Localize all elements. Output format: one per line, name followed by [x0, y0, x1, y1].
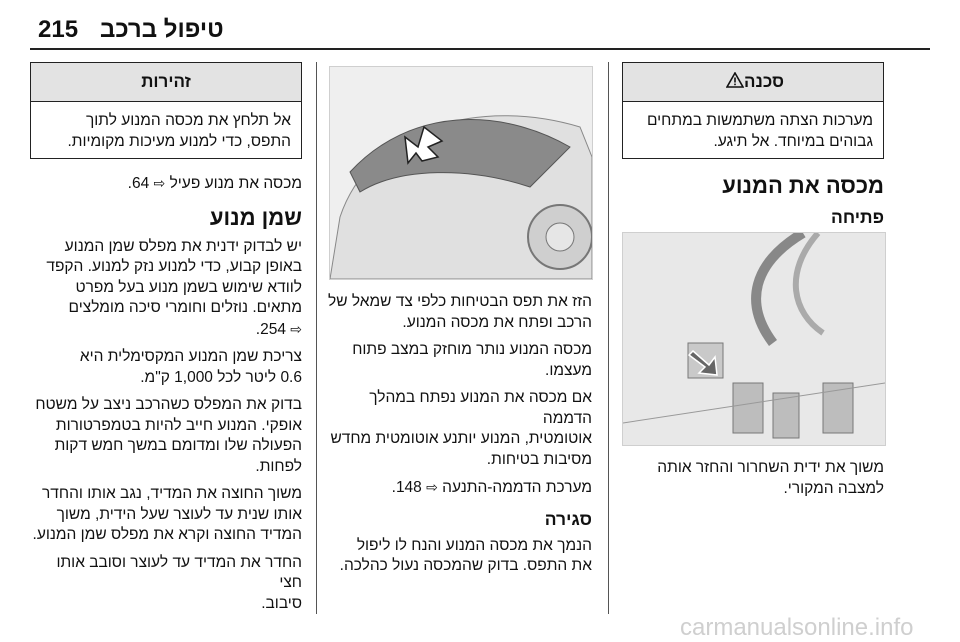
line: אם מכסה את המנוע נפתח במהלך הדממה	[369, 389, 592, 427]
line: הרכב ופתח את מכסה המנוע.	[402, 313, 592, 331]
line: החדר את המדיד עד לעוצר וסובב אותו חצי	[56, 553, 302, 591]
line: בדוק את המפלס כשהרכב ניצב על משטח	[35, 396, 302, 413]
middle-column	[322, 292, 592, 584]
paragraph: יש לבדוק ידנית את מפלס שמן המנוע באופן קבוע, כדי למנוע נזק למנוע. הקפד לוודא שימוש בשמן מנוע בעל מפרט מתאים. נוזלים וחומרי סיכה מומלצים ⇨ 254.	[46, 237, 302, 338]
caution-box-header: זהירות	[31, 63, 301, 102]
cross-reference[interactable]: מערכת הדממה-התנעה ⇨ 148.	[391, 479, 592, 496]
line: סיבוב.	[261, 594, 302, 612]
line: הנמך את מכסה המנוע והנח לו ליפול	[356, 536, 592, 554]
paragraph	[322, 340, 592, 381]
warning-triangle-icon	[726, 72, 744, 93]
line: מסיבות בטיחות.	[486, 450, 592, 468]
paragraph	[30, 484, 302, 546]
reference-text: מכסה את מנוע פעיל	[169, 175, 302, 192]
line: יש לבדוק ידנית את מפלס שמן המנוע	[64, 237, 302, 255]
paragraph	[30, 395, 302, 477]
line: 0.6 ליטר לכל 1,000 ק"מ.	[140, 368, 302, 386]
line: צריכת שמן המנוע המקסימלית היא	[79, 348, 302, 365]
left-column	[30, 62, 302, 621]
page-header	[0, 0, 960, 56]
line: הפעולה שלו ומדומם במשך חמש דקות	[54, 437, 302, 454]
danger-line: גבוהים במיוחד. אל תיגע.	[713, 133, 873, 150]
paragraph	[322, 292, 592, 333]
column-divider	[608, 62, 609, 614]
danger-box-header	[623, 63, 883, 102]
cross-reference[interactable]: מכסה את מנוע פעיל ⇨ 64.	[127, 175, 302, 192]
reference-page: 64	[131, 175, 150, 192]
line: באופן קבוע, כדי למנוע נזק למנוע. הקפד	[46, 258, 302, 275]
page-number: 215	[38, 16, 79, 43]
line: המדיד החוצה וקרא את מפלס שמן המנוע.	[32, 526, 302, 543]
right-caption	[622, 458, 884, 499]
paragraph	[30, 553, 302, 615]
page-reference-icon: ⇨	[290, 320, 302, 337]
reference-page: 148	[395, 479, 422, 496]
line: משוך החוצה את המדיד, נגב אותו והחדר	[42, 485, 302, 502]
line: הזז את תפס הבטיחות כלפי צד שמאל של	[328, 293, 592, 310]
subheading-opening: פתיחה	[831, 207, 884, 227]
danger-box-title: סכנה	[744, 72, 784, 91]
hood-figure	[329, 66, 593, 280]
danger-line: מערכות הצתה משתמשות במתחים	[646, 112, 873, 129]
line: את התפס. בדוק שהמכסה נעול כהלכה.	[339, 557, 592, 574]
caption-line: למצבה המקורי.	[783, 479, 884, 497]
subheading-closing: סגירה	[544, 508, 592, 529]
section-heading: שמן מנוע	[209, 204, 302, 230]
watermark: carmanualsonline.info	[680, 614, 914, 641]
danger-box	[622, 62, 884, 159]
caution-line: אל תלחץ את מכסה המנוע לתוך	[85, 112, 291, 129]
running-title: טיפול ברכב	[100, 16, 224, 43]
line: אוטומטית, המנוע יותנע אוטומטית מחדש	[330, 430, 592, 447]
caution-box	[30, 62, 302, 159]
right-column	[622, 62, 884, 228]
line: לפחות.	[255, 457, 302, 475]
reference-page[interactable]: 254	[260, 320, 286, 338]
line: אותו שנית עד לעוצר שעל הידית, משוך	[56, 505, 302, 523]
line: מכסה המנוע נותר מוחזק במצב פתוח	[352, 341, 592, 358]
header-rule	[30, 48, 930, 50]
hood-release-figure	[622, 232, 886, 446]
paragraph	[322, 388, 592, 470]
caution-line: התפס, כדי למנוע מעיכות מקומיות.	[67, 133, 291, 150]
caption-line: משוך את ידית השחרור והחזר אותה	[657, 459, 884, 476]
page-reference-icon: ⇨	[426, 479, 438, 495]
line: מתאים. נוזלים וחומרי סיכה מומלצים	[68, 299, 302, 316]
paragraph	[322, 536, 592, 577]
page-reference-icon: ⇨	[153, 175, 166, 191]
line: לוודא שימוש בשמן מנוע בעל מפרט	[75, 278, 302, 296]
section-heading: מכסה את המנוע	[722, 173, 884, 198]
reference-text: מערכת הדממה-התנעה	[442, 479, 592, 496]
caution-box-body	[31, 102, 301, 158]
line: מעצמו.	[545, 361, 592, 379]
column-divider	[316, 62, 317, 614]
line: אופקי. המנוע חייב להיות בטמפרטורות	[55, 416, 302, 434]
danger-box-body	[623, 102, 883, 158]
paragraph	[30, 347, 302, 388]
